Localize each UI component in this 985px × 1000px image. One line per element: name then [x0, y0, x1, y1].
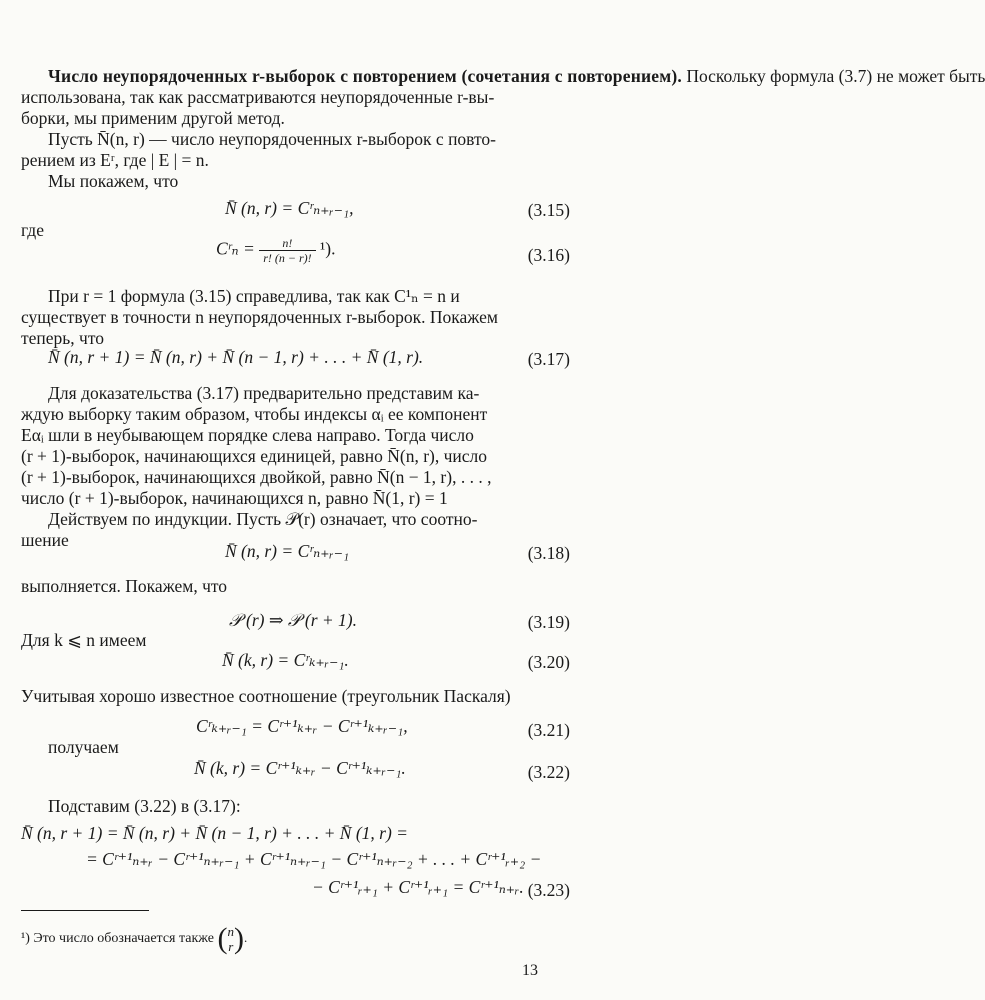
paragraph-3 — [21, 383, 570, 551]
para3-line-5: (r + 1)-выборок, начинающихся двойкой, равно N̄(n − 1, r), . . . , — [21, 467, 492, 487]
footnote-text: ¹) Это число обозначается также — [21, 931, 214, 947]
eq316-lhs: Cʳₙ = — [216, 238, 255, 259]
intro-text-4: Пусть N̄(n, r) — число неупорядоченных r-выборок с повто- — [48, 129, 497, 149]
binom-top: n — [227, 924, 234, 939]
substitute-text: Подставим (3.22) в (3.17): — [48, 796, 241, 816]
para3-line-7: Действуем по индукции. Пусть 𝒫(r) означает, что соотно- — [48, 509, 478, 529]
intro-paragraph — [21, 66, 985, 192]
paragraph-2 — [21, 286, 570, 349]
where-label: где — [21, 220, 44, 240]
equation-3-18: N̄ (n, r) = Cʳₙ₊ᵣ₋₁ — [225, 541, 350, 561]
equation-3-21: Cʳₖ₊ᵣ₋₁ = Cʳ⁺¹ₖ₊ᵣ − Cʳ⁺¹ₖ₊ᵣ₋₁, — [196, 716, 408, 736]
equation-3-22: N̄ (k, r) = Cʳ⁺¹ₖ₊ᵣ − Cʳ⁺¹ₖ₊ᵣ₋₁. — [194, 758, 406, 778]
equation-3-19: 𝒫 (r) ⇒ 𝒫 (r + 1). — [229, 610, 358, 630]
equation-3-23-line-3: − Cʳ⁺¹ᵣ₊₁ + Cʳ⁺¹ᵣ₊₁ = Cʳ⁺¹ₙ₊ᵣ. — [312, 877, 524, 897]
obtain-text: получаем — [48, 737, 119, 757]
eq316-denominator: r! (n − r)! — [263, 251, 312, 265]
para2-line-3: теперь, что — [21, 328, 104, 348]
equation-number-3-18: (3.18) — [527, 543, 570, 563]
para3-line-4: (r + 1)-выборок, начинающихся единицей, равно N̄(n, r), число — [21, 446, 488, 466]
page-number: 13 — [522, 962, 538, 979]
para3-line-6: число (r + 1)-выборок, начинающихся n, равно N̄(1, r) = 1 — [21, 488, 448, 508]
equation-number-3-19: (3.19) — [527, 612, 570, 632]
para3-line-8: шение — [21, 530, 69, 550]
eq316-footnote-mark: ¹). — [320, 238, 336, 259]
eq316-fraction — [259, 236, 315, 265]
intro-text-3: борки, мы применим другой метод. — [21, 108, 285, 128]
pascal-text: Учитывая хорошо известное соотношение (треугольник Паскаля) — [21, 686, 511, 706]
equation-3-16 — [216, 236, 335, 265]
intro-text-1: Поскольку формула (3.7) не может быть — [686, 66, 985, 86]
equation-number-3-20: (3.20) — [527, 652, 570, 672]
equation-3-17: N̄ (n, r + 1) = N̄ (n, r) + N̄ (n − 1, r) + . . . + N̄ (1, r). — [48, 347, 424, 367]
equation-3-23-line-1: N̄ (n, r + 1) = N̄ (n, r) + N̄ (n − 1, r) + . . . + N̄ (1, r) = — [21, 823, 408, 843]
equation-3-20: N̄ (k, r) = Cʳₖ₊ᵣ₋₁. — [222, 650, 349, 670]
for-k-text: Для k ⩽ n имеем — [21, 630, 147, 650]
equation-number-3-23: (3.23) — [527, 880, 570, 900]
equation-number-3-16: (3.16) — [527, 245, 570, 265]
fulfilled-text: выполняется. Покажем, что — [21, 576, 228, 596]
intro-text-6: Мы покажем, что — [48, 171, 179, 191]
para2-line-1: При r = 1 формула (3.15) справедлива, так как C¹ₙ = n и — [48, 286, 460, 306]
binom-bottom: r — [228, 939, 234, 954]
footnote-divider — [21, 910, 149, 911]
equation-number-3-21: (3.21) — [527, 720, 570, 740]
equation-3-23-line-2: = Cʳ⁺¹ₙ₊ᵣ − Cʳ⁺¹ₙ₊ᵣ₋₁ + Cʳ⁺¹ₙ₊ᵣ₋₁ − Cʳ⁺¹ₙ₊ᵣ₋₂ + . . . + Cʳ⁺¹ᵣ₊₂ − — [86, 849, 542, 869]
equation-number-3-22: (3.22) — [527, 762, 570, 782]
equation-3-15: N̄ (n, r) = Cʳₙ₊ᵣ₋₁, — [225, 198, 354, 218]
para3-line-2: ждую выборку таким образом, чтобы индексы αᵢ ее компонент — [21, 404, 488, 424]
section-heading: Число неупорядоченных r-выборок с повторением (сочетания с повторением). — [48, 66, 682, 86]
para3-line-1: Для доказательства (3.17) предварительно представим ка- — [48, 383, 480, 403]
binomial-notation: ( n r ). — [217, 922, 248, 955]
para3-line-3: Eαᵢ шли в неубывающем порядке слева направо. Тогда число — [21, 425, 474, 445]
intro-text-5: рением из Eʳ, где | E | = n. — [21, 150, 209, 170]
para2-line-2: существует в точности n неупорядоченных r-выборок. Покажем — [21, 307, 498, 327]
eq316-numerator: n! — [259, 236, 315, 251]
intro-text-2: использована, так как рассматриваются неупорядоченные r-вы- — [21, 87, 495, 107]
footnote-end: . — [244, 929, 248, 945]
equation-number-3-17: (3.17) — [527, 349, 570, 369]
equation-number-3-15: (3.15) — [527, 200, 570, 220]
footnote — [21, 922, 247, 956]
